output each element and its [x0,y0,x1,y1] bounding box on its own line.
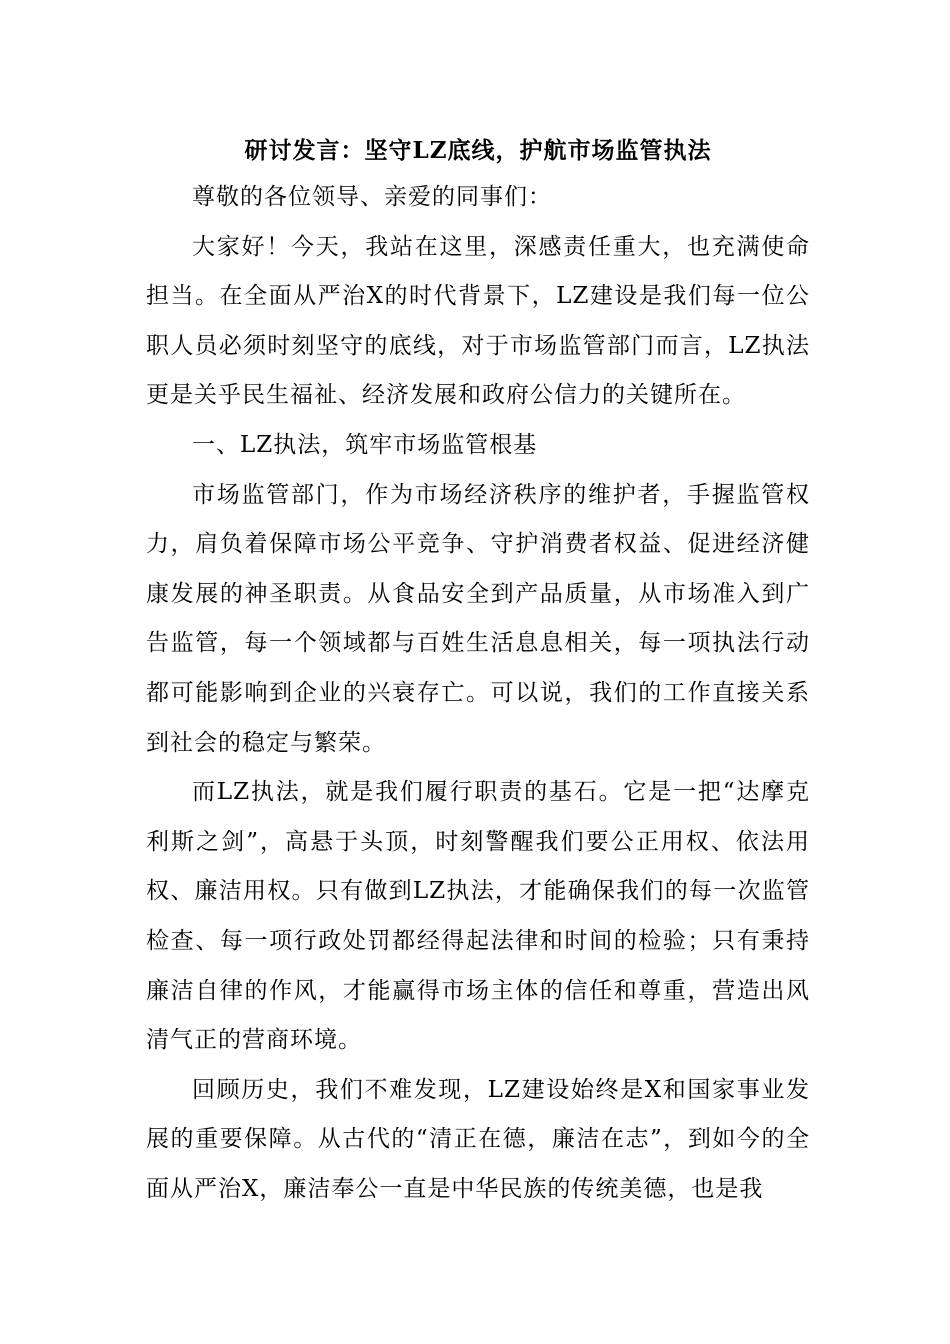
section-heading-1: 一、LZ执法，筑牢市场监管根基 [192,431,538,458]
body-paragraph: 市场监管部门，作为市场经济秩序的维护者，手握监管权力，肩负着保障市场公平竞争、守护消费者权益、促进经济健康发展的神圣职责。从食品安全到产品质量，从市场准入到广告监管，每一个领域都与百姓生活息息相关，每一项执法行动都可能影响到企业的兴衰存亡。可以说，我们的工作直接关系到社会的稳定与繁荣。 [146,481,810,756]
body-paragraph: 而LZ执法，就是我们履行职责的基石。它是一把“达摩克利斯之剑”，高悬于头顶，时刻警醒我们要公正用权、依法用权、廉洁用权。只有做到LZ执法，才能确保我们的每一次监管检查、每一项行政处罚都经得起法律和时间的检验；只有秉持廉洁自律的作风，才能赢得市场主体的信任和尊重，营造出风清气正的营商环境。 [146,779,810,1054]
document-title: 研讨发言：坚守LZ底线，护航市场监管执法 [244,137,712,164]
opening-paragraph: 大家好！今天，我站在这里，深感责任重大，也充满使命担当。在全面从严治X的时代背景下，LZ建设是我们每一位公职人员必须时刻坚守的底线，对于市场监管部门而言，LZ执法更是关乎民生福祉、经济发展和政府公信力的关键所在。 [146,233,810,409]
salutation-paragraph: 尊敬的各位领导、亲爱的同事们： [192,184,552,210]
body-paragraph: 回顾历史，我们不难发现，LZ建设始终是X和国家事业发展的重要保障。从古代的“清正在德，廉洁在志”，到如今的全面从严治X，廉洁奉公一直是中华民族的传统美德，也是我 [146,1076,810,1202]
document-body [146,128,810,1214]
